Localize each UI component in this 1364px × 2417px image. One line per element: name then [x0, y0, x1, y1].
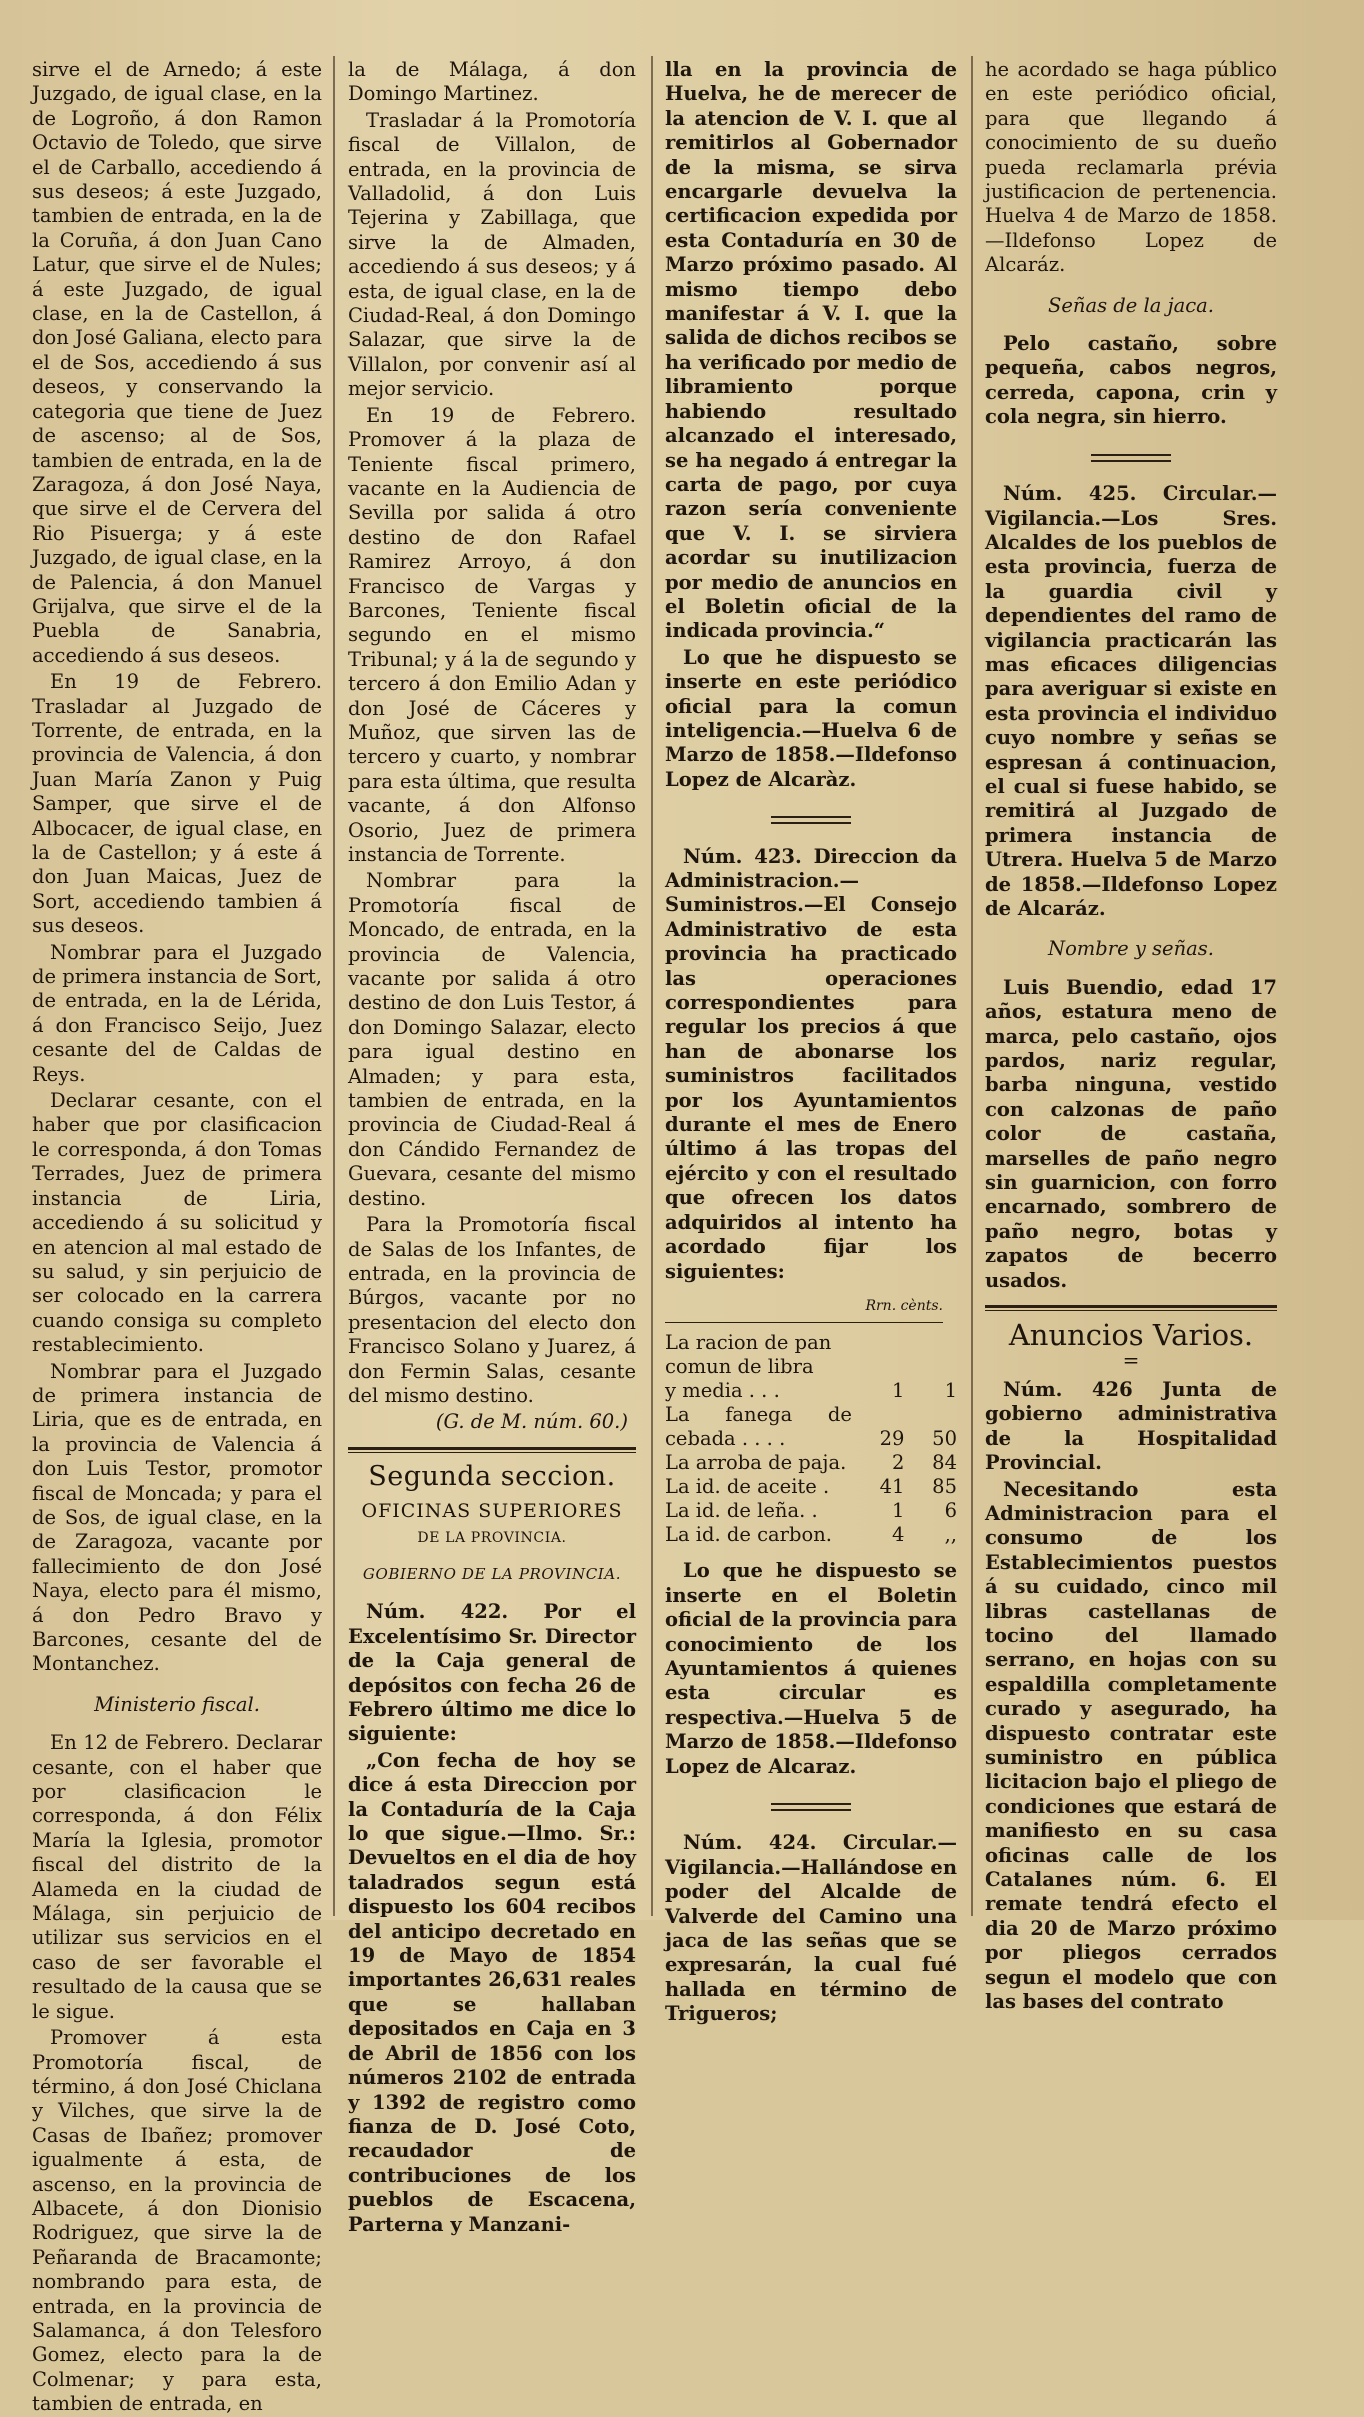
paragraph: Trasladar á la Promotoría fiscal de Villalon, de entrada, en la provincia de Valladolid, á don Luis Tejerina y Zabillaga, que sirve la de Almaden, accediendo á sus deseos; y á esta, de igual clase, en la de Ciudad-Real, á don Domingo Salazar, que sirve la de Villalon, por convenir así al mejor servicio.	[348, 108, 636, 401]
nombre-heading: Nombre y señas.	[1048, 937, 1214, 961]
nombre-description: Luis Buendio, edad 17 años, estatura meno de marca, pelo castaño, ojos pardos, nariz regular, barba ninguna, vestido con calzonas de paño color de castaña, marselles de paño negro sin guarnicion, con forro encarnado, sombrero de paño negro, botas y zapatos de becerro usados.	[985, 975, 1277, 1292]
notice-422: Núm. 422. Por el Excelentísimo Sr. Director de la Caja general de depósitos con fecha 26 de Febrero último me dice lo siguiente:	[348, 1600, 636, 1746]
price-centimos: 50	[932, 1427, 957, 1451]
price-reales: 29	[879, 1427, 905, 1451]
notice-426: Núm. 426 Junta de gobierno administrativa de la Hospitalidad Provincial.	[985, 1377, 1277, 1475]
jaca-heading: Señas de la jaca.	[1048, 293, 1214, 317]
price-table	[665, 1331, 957, 1547]
anuncios-mark: =	[1122, 1347, 1140, 1372]
paragraph: Para la Promotoría fiscal de Salas de los Infantes, de entrada, en la provincia de Búrgos, vacante por no presentacion del electo don Francisco Solano y Juarez, á don Fermin Salas, cesante del mismo destino.	[348, 1213, 636, 1407]
price-item: La id. de leña. .	[665, 1499, 818, 1523]
price-centimos: 6	[944, 1499, 957, 1523]
price-row	[665, 1523, 957, 1547]
column-4	[985, 58, 1277, 2014]
section-divider	[348, 1447, 636, 1453]
price-reales	[852, 1355, 905, 1379]
paragraph: sirve el de Arnedo; á este Juzgado, de igual clase, en la de Logroño, á don Ramon Octavio de Toledo, que sirve el de Carballo, accediendo á sus deseos; á este Juzgado, tambien de entrada, en la de la Coruña, á don Juan Cano Latur, que sirve el de Nules; á este Juzgado, de igual clase, en la de Castellon, á don José Galiana, electo para el de Sos, accediendo á sus deseos, y conservando la categoria que tiene de Juez de ascenso; al de Sos, tambien de entrada, en la de Zaragoza, á don José Naya, que sirve el de Cervera del Rio Pisuerga; y á este Juzgado, de igual clase, en la de Palencia, á don Manuel Grijalva, que sirve el de la Puebla de Sanabria, accediendo á sus deseos.	[32, 58, 322, 667]
citation: (G. de M. núm. 60.)	[435, 1410, 628, 1434]
price-centimos	[904, 1331, 957, 1355]
column-rule	[971, 56, 973, 1916]
price-row	[665, 1475, 957, 1499]
price-reales: 2	[892, 1451, 905, 1475]
price-item: La id. de carbon.	[665, 1523, 832, 1547]
notice-424: Núm. 424. Circular.—Vigilancia.—Hallándose en poder del Alcalde de Valverde del Camino una jaca de las señas que se expresarán, la cual fué hallada en término de Trigueros;	[665, 1831, 957, 2026]
price-item: La arroba de paja.	[665, 1451, 847, 1475]
price-row	[665, 1379, 957, 1403]
section-title: Segunda seccion.	[368, 1460, 616, 1492]
ministerio-fiscal-heading: Ministerio fiscal.	[94, 1692, 260, 1716]
notice-423: Núm. 423. Direccion da Administracion.—Suministros.—El Consejo Administrativo de esta provincia ha practicado las operaciones correspondientes para regular los precios á que han de abonarse los suministros facilitados por los Ayuntamientos durante el mes de Enero último á las tropas del ejército y con el resultado que ofrecen los datos adquiridos al intento ha acordado fijar los siguientes:	[665, 844, 957, 1283]
price-item: La id. de aceite .	[665, 1475, 830, 1499]
price-centimos	[904, 1355, 957, 1379]
column-2	[348, 58, 636, 2236]
price-reales: 1	[892, 1379, 905, 1403]
price-centimos: ,,	[944, 1523, 957, 1547]
government-heading: GOBIERNO DE LA PROVINCIA.	[362, 1564, 622, 1583]
notice-425: Núm. 425. Circular.—Vigilancia.—Los Sres. Alcaldes de los pueblos de esta provincia, fuerza de la guardia civil y dependientes del ramo de vigilancia practicarán las mas eficaces diligencias para averiguar si existe en esta provincia el individuo cuyo nombre y señas se espresan á continuacion, el cual si fuese habido, se remitirá al Juzgado de primera instancia de Utrera. Huelva 5 de Marzo de 1858.—Ildefonso Lopez de Alcaráz.	[985, 482, 1277, 920]
price-row	[665, 1355, 957, 1379]
anuncios-title: Anuncios Varios.	[1008, 1318, 1254, 1353]
price-centimos: 1	[944, 1379, 957, 1403]
paragraph: En 12 de Febrero. Declarar cesante, con el haber que por clasificacion le corresponda, á don Félix María la Iglesia, promotor fiscal del distrito de la Alameda en la ciudad de Málaga, sin perjuicio de utilizar sus servicios en el caso de ser favorable el resultado de la causa que se le sigue.	[32, 1731, 322, 2023]
price-row	[665, 1331, 957, 1355]
column-rule	[651, 56, 653, 1916]
jaca-description: Pelo castaño, sobre pequeña, cabos negros, cerreda, capona, crin y cola negra, sin hierro.	[985, 332, 1277, 429]
paragraph: Lo que he dispuesto se inserte en este periódico oficial para la comun inteligencia.—Huelva 6 de Marzo de 1858.—Ildefonso Lopez de Alcaràz.	[665, 645, 957, 791]
price-reales	[852, 1331, 905, 1355]
paragraph: Nombrar para el Juzgado de primera instancia de Sort, de entrada, en la de Lérida, á don Francisco Seijo, Juez cesante del de Caldas de Reys.	[32, 940, 322, 1086]
price-row	[665, 1499, 957, 1523]
column-3	[665, 58, 957, 2026]
price-row	[665, 1403, 957, 1451]
ornament-divider	[665, 1793, 957, 1817]
price-row	[665, 1451, 957, 1475]
notice-426-text: Necesitando esta Administracion para el consumo de los Establecimientos puestos á su cuidado, cinco mil libras castellanas de tocino del llamado serrano, en hojas con su espaldilla completamente curado y asegurado, ha dispuesto contratar este suministro en pública licitacion bajo el pliego de condiciones que estará de manifiesto en su casa oficinas calle de los Catalanes núm. 6. El remate tendrá efecto el dia 20 de Marzo próximo por pliegos cerrados segun el modelo que con las bases del contrato	[985, 1477, 1277, 2014]
paragraph: Nombrar para el Juzgado de primera instancia de Liria, que es de entrada, en la provincia de Valencia á don Luis Testor, promotor fiscal de Moncada; y para el de Sos, de igual clase, en la de Zaragoza, vacante por fallecimiento de don José Naya, electo para él mismo, á don Pedro Bravo y Barcones, cesante del de Montanchez.	[32, 1359, 322, 1676]
paragraph: la de Málaga, á don Domingo Martinez.	[348, 58, 636, 106]
column-1	[32, 58, 322, 2416]
price-centimos: 85	[932, 1475, 957, 1499]
paragraph: Nombrar para la Promotoría fiscal de Moncado, de entrada, en la provincia de Valencia, vacante por salida á otro destino de don Luis Testor, á don Domingo Salazar, electo para igual destino en Almaden; y para esta, tambien de entrada, en la provincia de Ciudad-Real á don Cándido Fernandez de Guevara, cesante del mismo destino.	[348, 869, 636, 1210]
paragraph: lla en la provincia de Huelva, he de merecer de la atencion de V. I. que al remitirlos al Gobernador de la misma, se sirva encargarle devuelva la certificacion expedida por esta Contaduría en 30 de Marzo próximo pasado. Al mismo tiempo debo manifestar á V. I. que la salida de dichos recibos se ha verificado por medio de libramiento porque habiendo resultado alcanzado el interesado, se ha negado á entregar la carta de pago, por cuya razon sería conveniente que V. I. se sirviera acordar su inutilizacion por medio de anuncios en el Boletin oficial de la indicada provincia.“	[665, 58, 957, 643]
price-item: La racion de pan	[665, 1331, 832, 1355]
column-rule	[333, 56, 335, 1916]
ornament-divider	[665, 806, 957, 830]
paragraph: En 19 de Febrero. Trasladar al Juzgado de Torrente, de entrada, en la provincia de Valencia, á don Juan María Zanon y Puig Samper, que sirve el de Albocacer, de igual clase, en la de Castellon; y á este á don Juan Maicas, Juez de Sort, accediendo tambien á sus deseos.	[32, 670, 322, 938]
paragraph: En 19 de Febrero. Promover á la plaza de Teniente fiscal primero, vacante en la Audiencia de Sevilla por salida á otro destino de don Rafael Ramirez Arroyo, á don Francisco de Vargas y Barcones, Teniente fiscal segundo en el mismo Tribunal; y á la de segundo y tercero á don Emilio Adan y don José de Cáceres y Muñoz, que sirven las de tercero y cuarto, y nombrar para esta última, que resulta vacante, á don Alfonso Osorio, Juez de primera instancia de Torrente.	[348, 403, 636, 866]
paragraph: he acordado se haga público en este periódico oficial, para que llegando á conocimiento de su dueño pueda reclamarla prévia justificacion de pertenencia. Huelva 4 de Marzo de 1858.—Ildefonso Lopez de Alcaráz.	[985, 58, 1277, 277]
price-centimos: 84	[932, 1451, 957, 1475]
ornament-divider	[985, 444, 1277, 468]
paragraph: Promover á esta Promotoría fiscal, de término, á don José Chiclana y Vilches, que sirve la de Casas de Ibañez; promover igualmente á esta, de ascenso, en la provincia de Albacete, á don Dionisio Rodriguez, que sirve la de Peñaranda de Bracamonte; nombrando para esta, de entrada, en la provincia de Salamanca, á don Telesforo Gomez, electo para la de Colmenar; y para esta, tambien de entrada, en	[32, 2026, 322, 2416]
notice-423-closing: Lo que he dispuesto se inserte en el Boletin oficial de la provincia para conocimiento de los Ayuntamientos á quienes esta circular es respectiva.—Huelva 5 de Marzo de 1858.—Ildefonso Lopez de Alcaraz.	[665, 1559, 957, 1778]
price-reales: 4	[892, 1523, 905, 1547]
section-divider	[985, 1305, 1277, 1311]
price-reales: 1	[892, 1499, 905, 1523]
price-units-header: Rrn. cènts.	[665, 1294, 943, 1323]
offices-subtitle: DE LA PROVINCIA.	[417, 1529, 567, 1546]
notice-422-quote: „Con fecha de hoy se dice á esta Direccion por la Contaduría de la Caja lo que sigue.—Ilmo. Sr.: Devueltos en el dia de hoy taladrados segun está dispuesto los 604 recibos del anticipo decretado en 19 de Mayo de 1854 importantes 26,631 reales que se hallaban depositados en Caja en 3 de Abril de 1856 con los números 2102 de entrada y 1392 de registro como fianza de D. José Coto, recaudador de contribuciones de los pueblos de Escacena, Parterna y Manzani-	[348, 1748, 636, 2236]
price-item: y media . . .	[665, 1379, 780, 1403]
price-item: comun de libra	[665, 1355, 814, 1379]
price-item: La fanega de cebada . . . .	[665, 1403, 852, 1451]
price-reales: 41	[879, 1475, 905, 1499]
offices-title: OFICINAS SUPERIORES	[361, 1500, 623, 1523]
paragraph: Declarar cesante, con el haber que por clasificacion le corresponda, á don Tomas Terrades, Juez de primera instancia de Liria, accediendo á su solicitud y en atencion al mal estado de su salud, y sin perjuicio de ser colocado en la carrera cuando consiga su completo restablecimiento.	[32, 1089, 322, 1357]
